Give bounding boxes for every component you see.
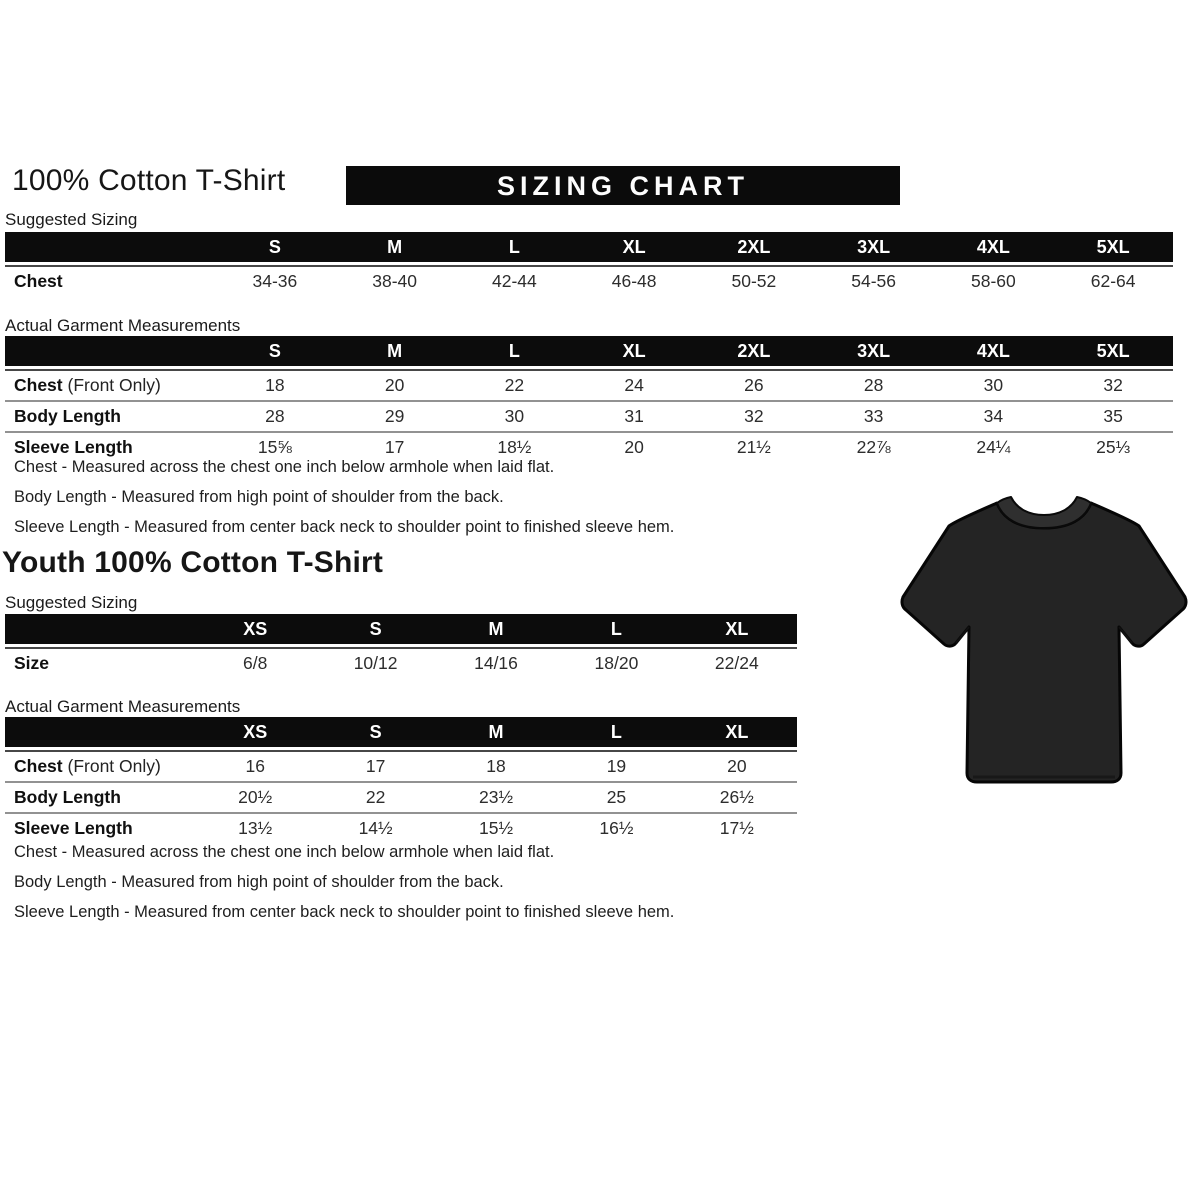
table-row <box>5 371 1173 400</box>
measurement-value: 54-56 <box>851 271 896 291</box>
size-column-header: L <box>508 340 520 361</box>
size-column-header: 2XL <box>737 340 771 361</box>
row-label-text: Size <box>14 653 50 673</box>
tshirt-icon <box>893 481 1195 805</box>
size-column-header: XL <box>725 721 749 742</box>
size-column-header: S <box>268 236 281 257</box>
header-corner-cell <box>5 336 215 366</box>
measurement-value: 10/12 <box>353 653 398 673</box>
size-column-header: XS <box>243 721 268 742</box>
measurement-value: 18½ <box>497 437 532 457</box>
size-column-header: XS <box>243 618 268 639</box>
size-column-header: 3XL <box>857 340 891 361</box>
note-chest: Chest - Measured across the chest one inch below armhole when laid flat. <box>14 458 555 476</box>
measurement-value: 50-52 <box>731 271 777 291</box>
youth-measurement-notes <box>14 843 674 933</box>
youth-actual-measurements-table <box>5 717 797 843</box>
measurement-value: 22 <box>365 787 386 807</box>
table-row <box>5 814 797 843</box>
measurement-value: 18/20 <box>594 653 639 673</box>
youth-actual-measurements-label: Actual Garment Measurements <box>5 697 241 716</box>
size-column-header: L <box>610 618 622 639</box>
measurement-value: 25 <box>606 787 627 807</box>
measurement-value: 28 <box>863 375 884 395</box>
youth-suggested-sizing-table <box>5 614 797 678</box>
row-label <box>5 787 195 808</box>
measurement-value: 26 <box>744 375 764 395</box>
size-column-header: L <box>508 236 520 257</box>
measurement-value: 15⅝ <box>257 437 292 457</box>
row-label-suffix: (Front Only) <box>62 375 161 395</box>
measurement-value: 23½ <box>478 787 514 807</box>
measurement-value: 17 <box>384 437 405 457</box>
size-column-header: M <box>387 340 403 361</box>
size-column-header: 4XL <box>976 236 1010 257</box>
table-header-row <box>5 232 1173 262</box>
size-column-header: 2XL <box>737 236 771 257</box>
measurement-value: 26½ <box>719 787 754 807</box>
measurement-value: 16½ <box>599 818 634 838</box>
measurement-value: 18 <box>265 375 285 395</box>
black-tshirt-image <box>893 481 1195 805</box>
measurement-value: 42-44 <box>491 271 537 291</box>
table-row <box>5 267 1173 296</box>
measurement-value: 14½ <box>358 818 393 838</box>
measurement-value: 20 <box>727 756 747 776</box>
measurement-value: 19 <box>606 756 627 776</box>
table-header-row <box>5 614 797 644</box>
adult-measurement-notes <box>14 458 674 548</box>
measurement-value: 32 <box>744 406 764 426</box>
youth-suggested-sizing-label: Suggested Sizing <box>5 593 138 612</box>
row-label-text: Chest <box>14 375 63 395</box>
size-column-header: 4XL <box>976 340 1010 361</box>
size-column-header: S <box>369 721 382 742</box>
size-column-header: 5XL <box>1096 236 1130 257</box>
row-label <box>5 375 215 396</box>
header-corner-cell <box>5 232 215 262</box>
measurement-value: 62-64 <box>1090 271 1136 291</box>
row-label-text: Chest <box>14 271 63 291</box>
measurement-value: 16 <box>245 756 265 776</box>
note-sleeve-length: Sleeve Length - Measured from center back neck to shoulder point to finished sleeve hem. <box>14 518 675 536</box>
note-body-length: Body Length - Measured from high point of shoulder from the back. <box>14 488 504 506</box>
measurement-value: 14/16 <box>474 653 518 673</box>
measurement-value: 38-40 <box>372 271 417 291</box>
row-label-text: Sleeve Length <box>14 437 133 457</box>
measurement-value: 46-48 <box>611 271 657 291</box>
measurement-value: 30 <box>504 406 525 426</box>
note-chest: Chest - Measured across the chest one inch below armhole when laid flat. <box>14 843 555 861</box>
measurement-value: 35 <box>1103 406 1123 426</box>
row-label <box>5 271 215 292</box>
table-row <box>5 752 797 781</box>
row-label <box>5 756 195 777</box>
size-column-header: S <box>268 340 281 361</box>
measurement-value: 13½ <box>238 818 273 838</box>
note-sleeve-length: Sleeve Length - Measured from center back neck to shoulder point to finished sleeve hem. <box>14 903 675 921</box>
size-column-header: 5XL <box>1096 340 1130 361</box>
measurement-value: 33 <box>863 406 884 426</box>
sizing-chart-banner: SIZING CHART <box>346 166 900 205</box>
adult-actual-measurements-table <box>5 336 1173 462</box>
size-column-header: XL <box>622 340 646 361</box>
size-column-header: XL <box>622 236 646 257</box>
table-row <box>5 783 797 812</box>
size-column-header: M <box>488 721 504 742</box>
measurement-value: 15½ <box>478 818 514 838</box>
row-label <box>5 437 215 458</box>
youth-section-title: Youth 100% Cotton T-Shirt <box>2 546 384 579</box>
measurement-value: 17½ <box>719 818 754 838</box>
row-label-text: Sleeve Length <box>14 818 133 838</box>
measurement-value: 20 <box>384 375 405 395</box>
measurement-value: 24¼ <box>976 437 1011 457</box>
measurement-value: 29 <box>384 406 405 426</box>
table-row <box>5 649 797 678</box>
size-column-header: XL <box>725 618 749 639</box>
row-label-text: Chest <box>14 756 63 776</box>
page-title: 100% Cotton T-Shirt <box>12 164 286 197</box>
measurement-value: 34 <box>983 406 1004 426</box>
measurement-value: 32 <box>1103 375 1123 395</box>
row-label-suffix: (Front Only) <box>62 756 161 776</box>
row-label-text: Body Length <box>14 787 121 807</box>
note-body-length: Body Length - Measured from high point of shoulder from the back. <box>14 873 504 891</box>
measurement-value: 22/24 <box>714 653 759 673</box>
measurement-value: 21½ <box>736 437 771 457</box>
adult-suggested-sizing-table <box>5 232 1173 296</box>
table-row <box>5 402 1173 431</box>
measurement-value: 18 <box>486 756 506 776</box>
measurement-value: 6/8 <box>243 653 268 673</box>
header-corner-cell <box>5 717 195 747</box>
measurement-value: 58-60 <box>970 271 1016 291</box>
table-header-row <box>5 336 1173 366</box>
row-label <box>5 653 195 674</box>
measurement-value: 22 <box>504 375 525 395</box>
measurement-value: 30 <box>983 375 1004 395</box>
header-corner-cell <box>5 614 195 644</box>
measurement-value: 20 <box>624 437 644 457</box>
measurement-value: 25⅓ <box>1096 437 1131 457</box>
size-column-header: S <box>369 618 382 639</box>
measurement-value: 22⅞ <box>856 437 891 457</box>
size-column-header: L <box>610 721 622 742</box>
row-label-text: Body Length <box>14 406 121 426</box>
row-label <box>5 406 215 427</box>
measurement-value: 31 <box>624 406 644 426</box>
size-column-header: 3XL <box>857 236 891 257</box>
adult-actual-measurements-label: Actual Garment Measurements <box>5 316 241 335</box>
table-header-row <box>5 717 797 747</box>
measurement-value: 24 <box>624 375 644 395</box>
measurement-value: 20½ <box>238 787 273 807</box>
size-column-header: M <box>387 236 403 257</box>
measurement-value: 28 <box>265 406 285 426</box>
measurement-value: 17 <box>365 756 386 776</box>
adult-suggested-sizing-label: Suggested Sizing <box>5 210 138 229</box>
size-column-header: M <box>488 618 504 639</box>
measurement-value: 34-36 <box>252 271 298 291</box>
row-label <box>5 818 195 839</box>
